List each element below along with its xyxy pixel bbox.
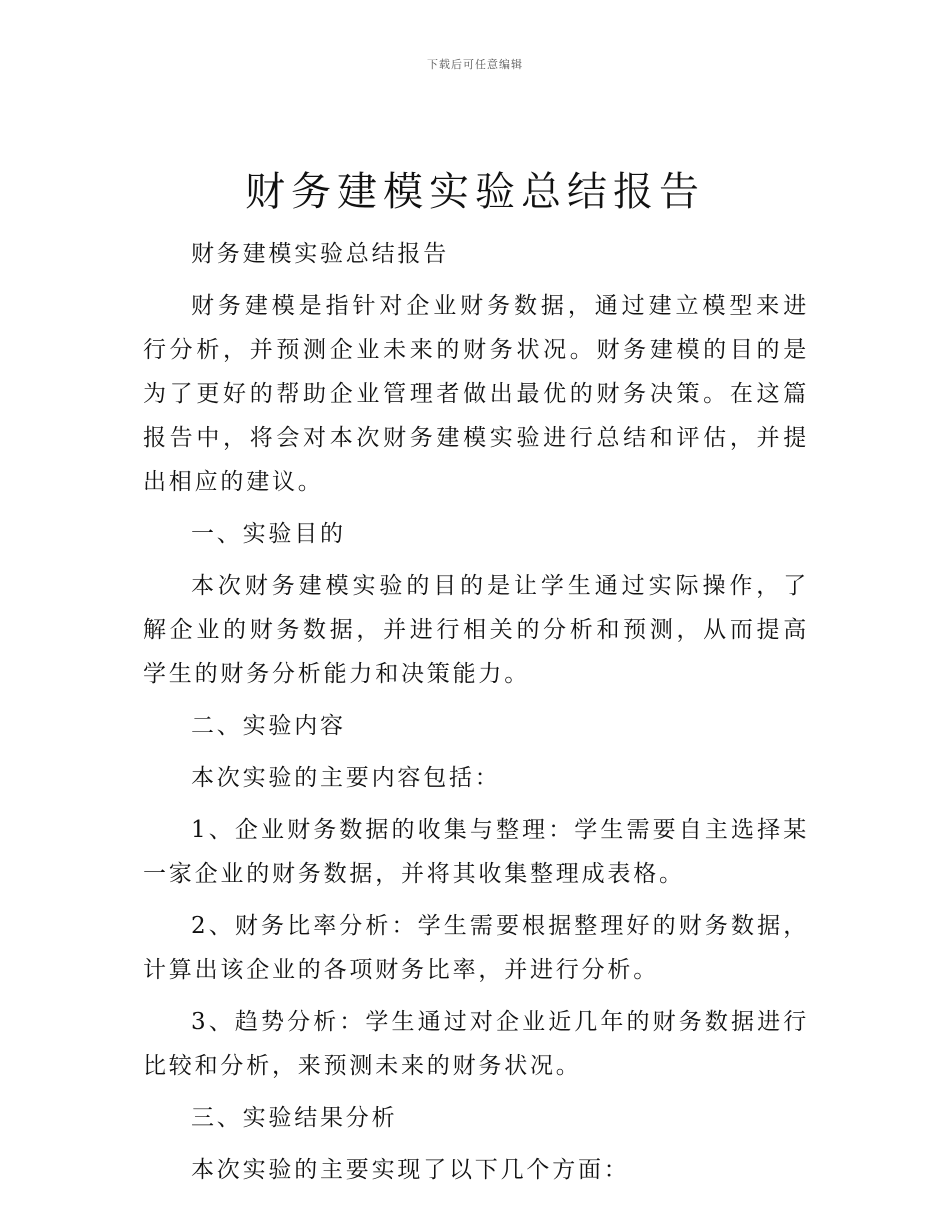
- section-heading-purpose: 一、实验目的: [191, 521, 346, 547]
- list-item-ratio-analysis: 2、财务比率分析：学生需要根据整理好的财务数据，计算出该企业的各项财务比率，并进行分析。: [143, 913, 809, 983]
- paragraph-subtitle: 财务建模实验总结报告: [191, 241, 449, 267]
- paragraph-results-intro: 本次实验的主要实现了以下几个方面：: [191, 1157, 630, 1183]
- document-title: 财务建模实验总结报告: [245, 169, 705, 215]
- paragraph-content-intro: 本次实验的主要内容包括：: [191, 765, 501, 791]
- section-heading-results: 三、实验结果分析: [191, 1105, 398, 1131]
- header-note: 下载后可任意编辑: [427, 58, 523, 71]
- paragraph-purpose: 本次财务建模实验的目的是让学生通过实际操作，了解企业的财务数据，并进行相关的分析和预测，从而提高学生的财务分析能力和决策能力。: [143, 573, 809, 687]
- list-item-trend-analysis: 3、趋势分析：学生通过对企业近几年的财务数据进行比较和分析，来预测未来的财务状况。: [143, 1009, 809, 1079]
- paragraph-intro: 财务建模是指针对企业财务数据，通过建立模型来进行分析，并预测企业未来的财务状况。财务建模的目的是为了更好的帮助企业管理者做出最优的财务决策。在这篇报告中，将会对本次财务建模实验进行总结和评估，并提出相应的建议。: [143, 293, 809, 495]
- list-item-data-collection: 1、企业财务数据的收集与整理：学生需要自主选择某一家企业的财务数据，并将其收集整理成表格。: [143, 817, 809, 887]
- document-body: [143, 232, 809, 1200]
- section-heading-content: 二、实验内容: [191, 713, 346, 739]
